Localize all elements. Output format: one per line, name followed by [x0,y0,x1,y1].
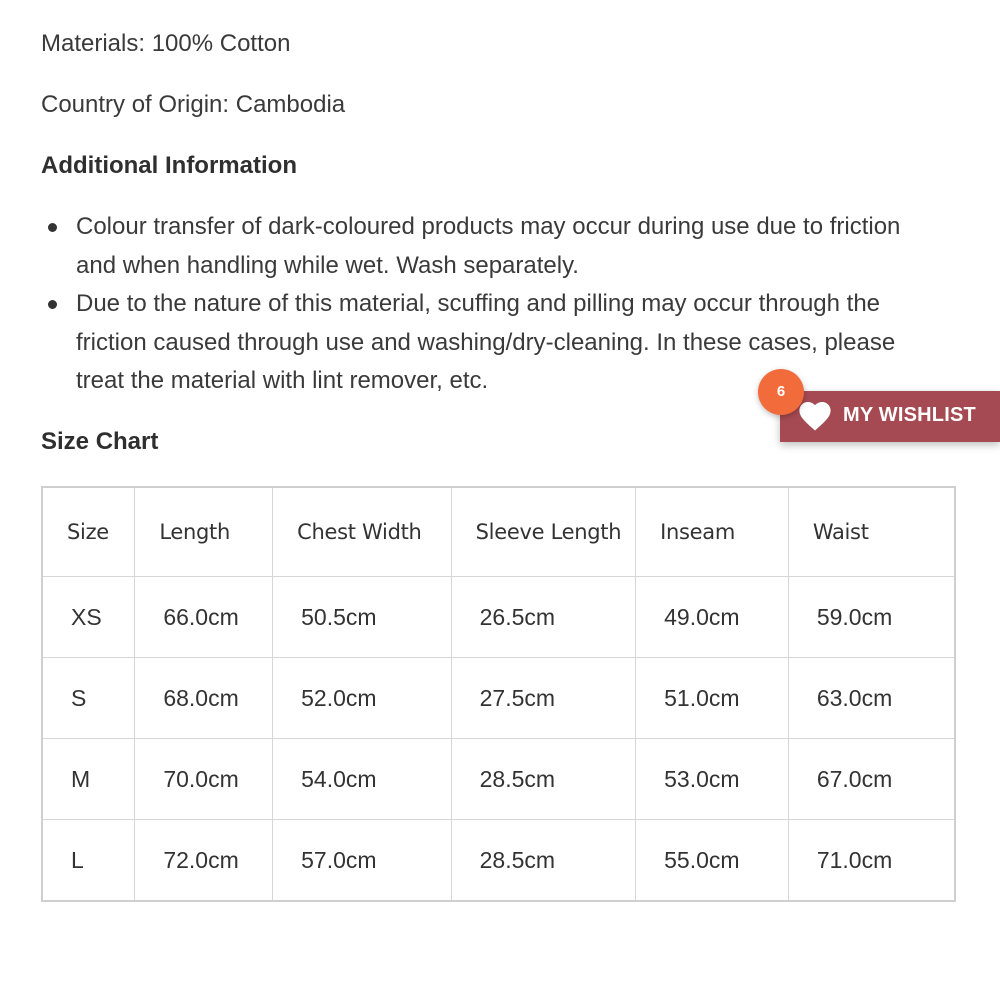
column-header-length: Length [135,487,273,577]
list-item-text: Colour transfer of dark-coloured products may occur during use due to friction and when handling while wet. Wash separately. [76,213,901,279]
table-cell: 50.5cm [273,577,452,658]
table-header-row [42,487,955,577]
table-row [42,658,955,739]
table-cell: 49.0cm [636,577,789,658]
column-header-inseam: Inseam [636,487,789,577]
table-row [42,739,955,820]
column-header-size: Size [42,487,135,577]
table-cell: 28.5cm [451,739,636,820]
table-cell: 28.5cm [451,820,636,902]
table-cell: 55.0cm [636,820,789,902]
table-cell: 67.0cm [788,739,955,820]
table-cell: 68.0cm [135,658,273,739]
column-header-waist: Waist [788,487,955,577]
table-row [42,820,955,902]
size-chart-heading: Size Chart [41,428,159,455]
table-cell: 52.0cm [273,658,452,739]
wishlist-label: MY WISHLIST [843,404,976,426]
table-cell: 51.0cm [636,658,789,739]
bullet-icon [48,223,57,232]
heart-icon [798,400,832,432]
list-item-text: Due to the nature of this material, scuffing and pilling may occur through the friction caused through use and washing/dry-cleaning. In these cases, please treat the material with lint remover, etc. [76,290,896,394]
table-cell: 70.0cm [135,739,273,820]
country-of-origin-text: Country of Origin: Cambodia [41,91,346,118]
my-wishlist-button[interactable] [780,391,1000,442]
table-cell: 53.0cm [636,739,789,820]
bullet-icon [48,300,57,309]
column-header-sleeve-length: Sleeve Length [451,487,636,577]
table-cell: 57.0cm [273,820,452,902]
table-cell: L [42,820,135,902]
table-cell: 63.0cm [788,658,955,739]
table-cell: S [42,658,135,739]
table-cell: 27.5cm [451,658,636,739]
table-row [42,577,955,658]
table-cell: M [42,739,135,820]
table-cell: 59.0cm [788,577,955,658]
table-cell: 66.0cm [135,577,273,658]
table-cell: 54.0cm [273,739,452,820]
column-header-chest-width: Chest Width [273,487,452,577]
materials-text: Materials: 100% Cotton [41,30,291,57]
wishlist-count-badge: 6 [758,369,804,415]
size-chart-table [41,486,956,902]
table-cell: 71.0cm [788,820,955,902]
table-cell: 72.0cm [135,820,273,902]
table-cell: XS [42,577,135,658]
table-cell: 26.5cm [451,577,636,658]
additional-information-heading: Additional Information [41,152,297,179]
list-item [41,208,921,285]
